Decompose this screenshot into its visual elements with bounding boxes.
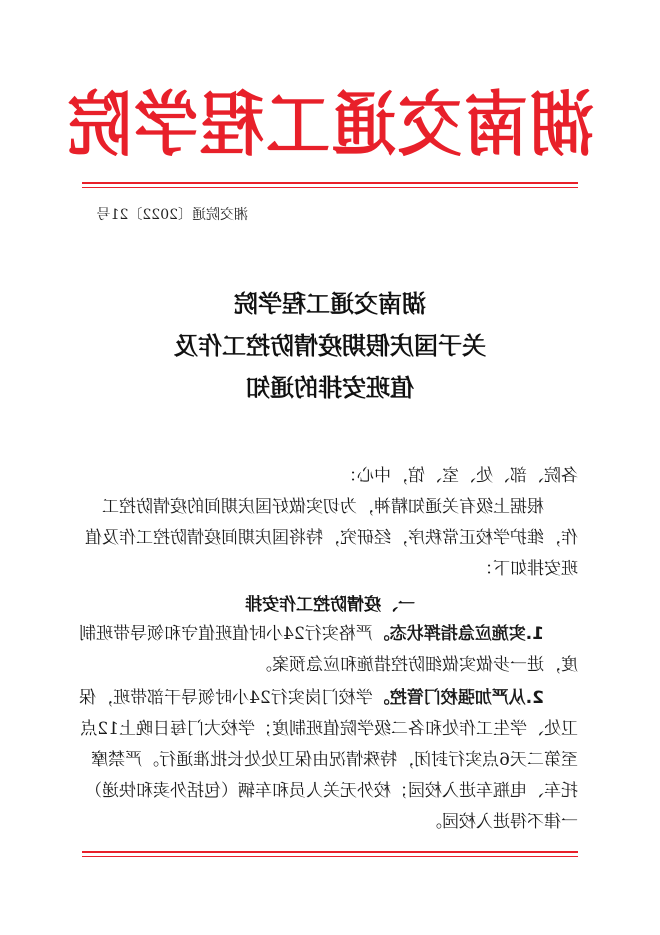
addressee: 各院、部、处、室、馆，中心： <box>340 466 578 486</box>
item-2-text: 学校门岗实行24小时领导干部带班，保卫处、学生工作处和各二级学院值班制度；学校大门每日晚上12点至第二天6点实行封闭，特殊情况由保卫处处长批准通行。严禁摩托车、电瓶车进入校园；校外无关人员和车辆（包括外卖和快递）一律不得进入校园。 <box>79 688 578 832</box>
intro-paragraph: 根据上级有关通知精神，为切实做好国庆期间的疫情防控工作，维护学校正常秩序，经研究，特将国庆期间疫情防控工作及值班安排如下： <box>85 497 578 579</box>
title-line-1: 湖南交通工程学院 <box>234 290 426 318</box>
item-2-lead: 2.从严加强校门管控。 <box>372 688 544 708</box>
masthead-title: 湖南交通工程学院 <box>66 84 594 167</box>
section-heading-1: 一、疫情防控工作安排 <box>245 595 415 615</box>
header-red-rule <box>82 182 578 184</box>
footer-red-rule <box>82 851 578 853</box>
item-1-text: 严格实行24小时值班值守和领导带班制度，进一步做实做细防控措施和应急预案。 <box>79 624 578 675</box>
item-1-paragraph <box>78 619 578 681</box>
item-2-paragraph <box>78 683 578 838</box>
notice-title <box>0 283 660 409</box>
title-line-2: 关于国庆假期疫情防控工作及 <box>174 332 486 360</box>
document-number: 湘交院通〔2022〕21号 <box>96 207 248 223</box>
title-line-3: 值班安排的通知 <box>246 374 414 402</box>
footer-red-rule-thin <box>82 856 578 857</box>
item-1-lead: 1.实施应急指挥状态。 <box>372 624 544 644</box>
header-red-rule-thin <box>82 187 578 188</box>
